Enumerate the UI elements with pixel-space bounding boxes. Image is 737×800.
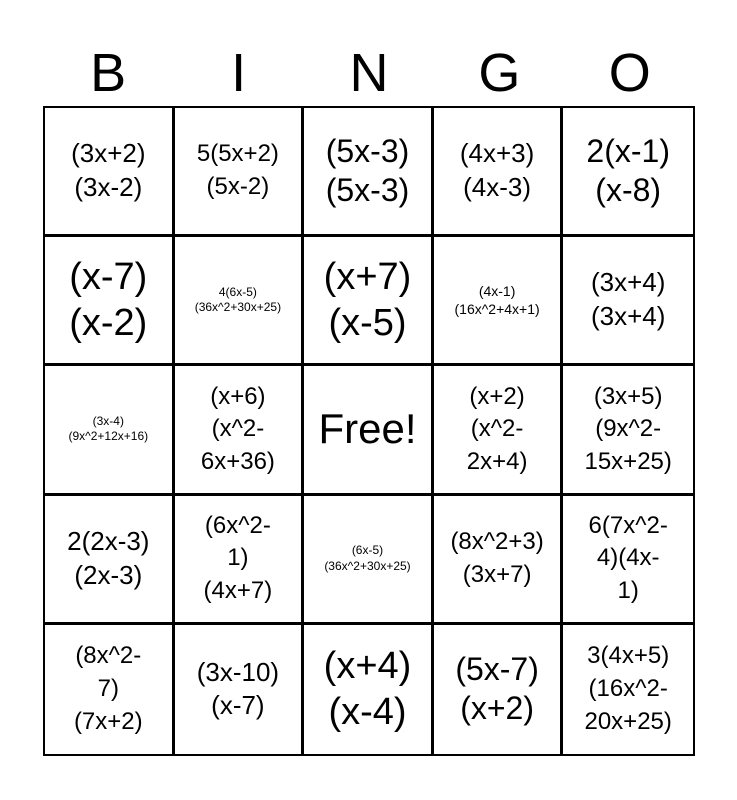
- free-space-label: Free!: [318, 405, 417, 453]
- bingo-cell-text: (3x+4) (3x+4): [590, 267, 666, 332]
- bingo-cell-text: (5x-3) (5x-3): [325, 133, 410, 209]
- bingo-cell-text: (x-7) (x-2): [69, 255, 148, 345]
- bingo-cell-r1c5[interactable]: [563, 108, 693, 237]
- bingo-cell-r1c1[interactable]: [45, 108, 175, 237]
- bingo-cell-r3c5[interactable]: [563, 366, 693, 495]
- bingo-cell-text: (3x-4) (9x^2+12x+16): [68, 413, 149, 444]
- bingo-cell-text: (3x+5) (9x^2- 15x+25): [584, 382, 672, 475]
- bingo-cell-text: (4x+3) (4x-3): [459, 138, 535, 203]
- bingo-cell-text: 4(6x-5) (36x^2+30x+25): [194, 284, 282, 315]
- bingo-cell-text: (x+2) (x^2- 2x+4): [466, 382, 528, 475]
- bingo-cell-r2c2[interactable]: [175, 237, 305, 366]
- bingo-cell-text: (4x-1) (16x^2+4x+1): [454, 283, 540, 318]
- bingo-cell-r4c4[interactable]: [434, 496, 564, 625]
- bingo-cell-text: 2(2x-3) (2x-3): [67, 525, 150, 590]
- bingo-cell-r5c3[interactable]: [304, 625, 434, 754]
- bingo-cell-r2c5[interactable]: [563, 237, 693, 366]
- bingo-cell-r1c2[interactable]: [175, 108, 305, 237]
- bingo-cell-r4c1[interactable]: [45, 496, 175, 625]
- bingo-cell-r2c4[interactable]: [434, 237, 564, 366]
- bingo-cell-r5c5[interactable]: [563, 625, 693, 754]
- bingo-cell-r5c1[interactable]: [45, 625, 175, 754]
- bingo-cell-r2c3[interactable]: [304, 237, 434, 366]
- bingo-board: [43, 106, 695, 756]
- bingo-cell-text: (5x-7) (x+2): [455, 651, 539, 727]
- bingo-cell-r1c4[interactable]: [434, 108, 564, 237]
- bingo-cell-r5c2[interactable]: [175, 625, 305, 754]
- bingo-cell-text: (x+7) (x-5): [323, 255, 412, 345]
- bingo-cell-text: (3x-10) (x-7): [196, 656, 280, 721]
- bingo-cell-text: 6(7x^2- 4)(4x- 1): [588, 511, 668, 604]
- bingo-cell-r3c2[interactable]: [175, 366, 305, 495]
- bingo-cell-r3c3-free[interactable]: [304, 366, 434, 495]
- header-letter-o: O: [608, 43, 651, 103]
- bingo-cell-text: 2(x-1) (x-8): [586, 133, 670, 209]
- header-letter-n: N: [349, 43, 389, 103]
- bingo-cell-r3c1[interactable]: [45, 366, 175, 495]
- bingo-cell-text: (8x^2+3) (3x+7): [450, 528, 544, 588]
- bingo-cell-r4c2[interactable]: [175, 496, 305, 625]
- header-letter-g: G: [478, 43, 521, 103]
- bingo-cell-r4c3[interactable]: [304, 496, 434, 625]
- header-letter-i: I: [231, 43, 247, 103]
- bingo-cell-r5c4[interactable]: [434, 625, 564, 754]
- header-letter-b: B: [90, 43, 127, 103]
- bingo-cell-text: (6x-5) (36x^2+30x+25): [324, 543, 411, 573]
- bingo-cell-text: (x+4) (x-4): [323, 645, 412, 734]
- bingo-cell-r1c3[interactable]: [304, 108, 434, 237]
- bingo-cell-text: 3(4x+5) (16x^2- 20x+25): [584, 642, 672, 735]
- bingo-cell-text: (6x^2- 1) (4x+7): [203, 511, 273, 604]
- bingo-cell-r4c5[interactable]: [563, 496, 693, 625]
- bingo-cell-text: (x+6) (x^2- 6x+36): [200, 382, 275, 475]
- bingo-cell-r2c1[interactable]: [45, 237, 175, 366]
- bingo-cell-r3c4[interactable]: [434, 366, 564, 495]
- bingo-header: [43, 40, 695, 106]
- bingo-cell-text: 5(5x+2) (5x-2): [196, 140, 279, 201]
- bingo-cell-text: (3x+2) (3x-2): [71, 138, 146, 203]
- bingo-cell-text: (8x^2- 7) (7x+2): [73, 642, 143, 735]
